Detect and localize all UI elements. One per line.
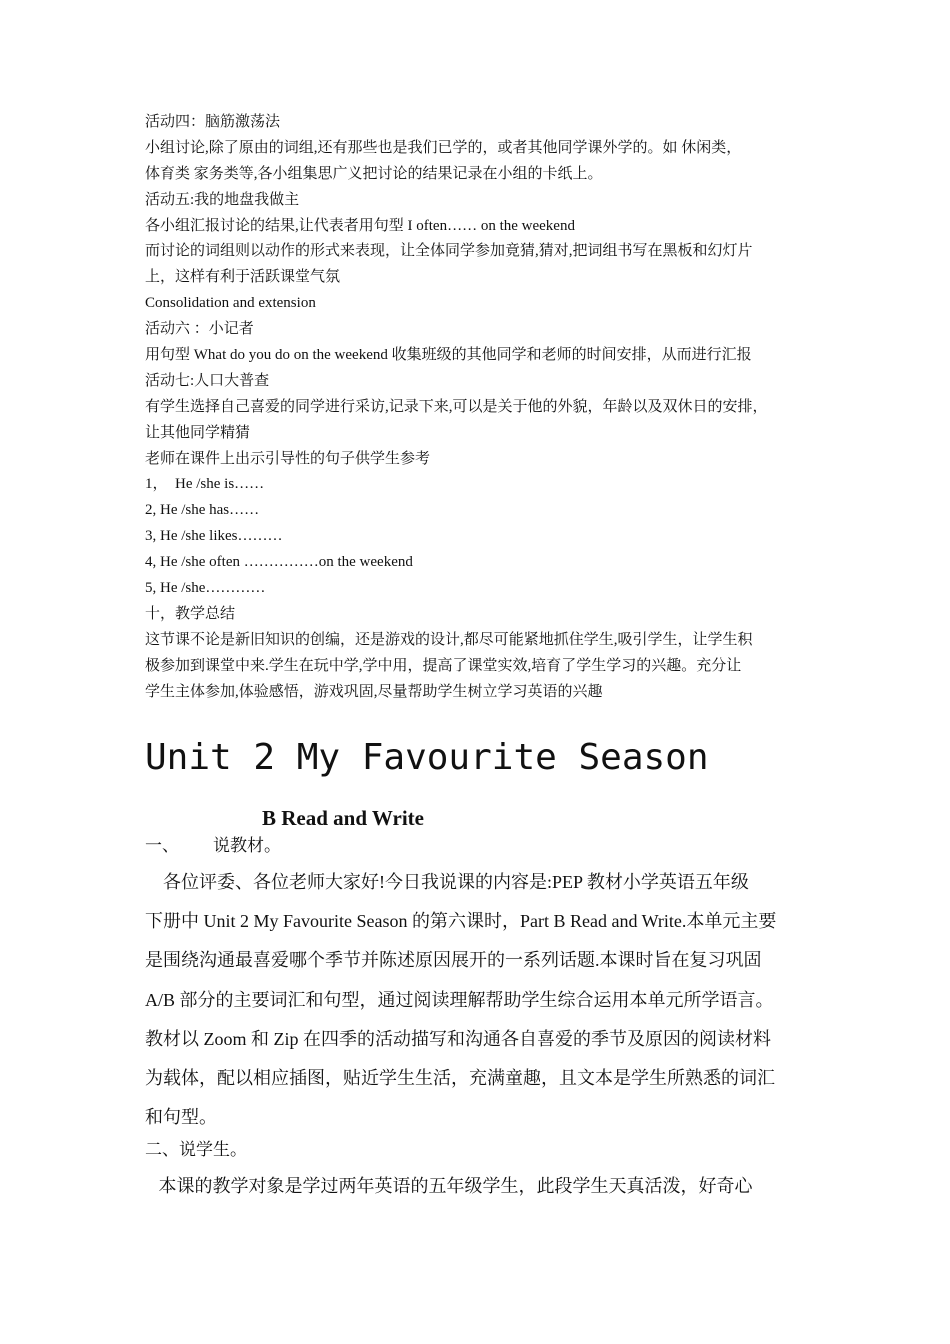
activity-section: [145, 110, 845, 705]
text-line: 老师在课件上出示引导性的句子供学生参考: [145, 450, 431, 467]
text-line: 而讨论的词组则以动作的形式来表现，让全体同学参加竟猜,猜对,把词组书写在黑板和幻灯片: [145, 243, 753, 260]
text-line: 教材以 Zoom 和 Zip 在四季的活动描写和沟通各自喜爱的季节及原因的阅读材料: [145, 1028, 771, 1049]
text-line: 用句型 What do you do on the weekend 收集班级的其他同学和老师的时间安排，从而进行汇报: [145, 347, 752, 364]
text-line: 4, He /she often ……………on the weekend: [145, 554, 413, 571]
text-line: 体育类 家务类等,各小组集思广义把讨论的结果记录在小组的卡纸上。: [145, 165, 603, 182]
unit-subtitle: B Read and Write: [262, 806, 424, 830]
unit-title: Unit 2 My Favourite Season: [145, 737, 709, 778]
text-line: 让其他同学精猜: [145, 424, 251, 441]
text-line: 5, He /she…………: [145, 580, 266, 597]
text-line: Consolidation and extension: [145, 295, 316, 312]
section-two-heading: 二、说学生。: [145, 1140, 247, 1159]
section-number: 一、: [145, 836, 179, 855]
text-line: 各位评委、各位老师大家好!今日我说课的内容是:PEP 教材小学英语五年级: [145, 872, 749, 892]
text-line: 小组讨论,除了原由的词组,还有那些也是我们已学的，或者其他同学课外学的。如 休闲类，: [145, 139, 742, 156]
text-line: 这节课不论是新旧知识的创编，还是游戏的设计,都尽可能紧地抓住学生,吸引学生，让学生积: [145, 631, 753, 648]
text-line: 下册中 Unit 2 My Favourite Season 的第六课时，Part B Read and Write.本单元主要: [145, 911, 777, 932]
text-line: 本课的教学对象是学过两年英语的五年级学生，此段学生天真活泼，好奇心: [145, 1176, 753, 1196]
text-line: 活动六 ：小记者: [145, 321, 254, 338]
section-two-body: [145, 1167, 845, 1206]
text-line: A/B 部分的主要词汇和句型，通过阅读理解帮助学生综合运用本单元所学语言。: [145, 989, 774, 1010]
text-line: 1， He /she is……: [145, 476, 265, 493]
section-one-heading: [145, 833, 281, 859]
text-line: 活动四：脑筋激荡法: [145, 114, 281, 130]
text-line: 十，教学总结: [145, 605, 236, 622]
text-line: 和句型。: [145, 1107, 217, 1128]
section-title: 说教材。: [213, 836, 281, 855]
text-line: 为载体，配以相应插图，贴近学生生活，充满童趣，且文本是学生所熟悉的词汇: [145, 1067, 775, 1088]
text-line: 活动七:人口大普查: [145, 372, 270, 389]
text-line: 有学生选择自己喜爱的同学进行采访,记录下来,可以是关于他的外貌，年龄以及双休日的安排，: [145, 398, 768, 415]
text-line: 3, He /she likes………: [145, 528, 283, 545]
text-line: 上，这样有利于活跃课堂气氛: [145, 269, 341, 286]
text-line: 2, He /she has……: [145, 502, 260, 519]
text-line: 是围绕沟通最喜爱哪个季节并陈述原因展开的一系列话题.本课时旨在复习巩固: [145, 950, 762, 971]
text-line: 学生主体参加,体验感悟，游戏巩固,尽量帮助学生树立学习英语的兴趣: [145, 683, 603, 700]
text-line: 极参加到课堂中来.学生在玩中学,学中用，提高了课堂实效,培育了学生学习的兴趣。充分让: [145, 657, 742, 674]
text-line: 活动五:我的地盘我做主: [145, 191, 300, 208]
section-one-body: [145, 863, 845, 1137]
text-line: 各小组汇报讨论的结果,让代表者用句型 I often…… on the weekend: [145, 217, 575, 234]
